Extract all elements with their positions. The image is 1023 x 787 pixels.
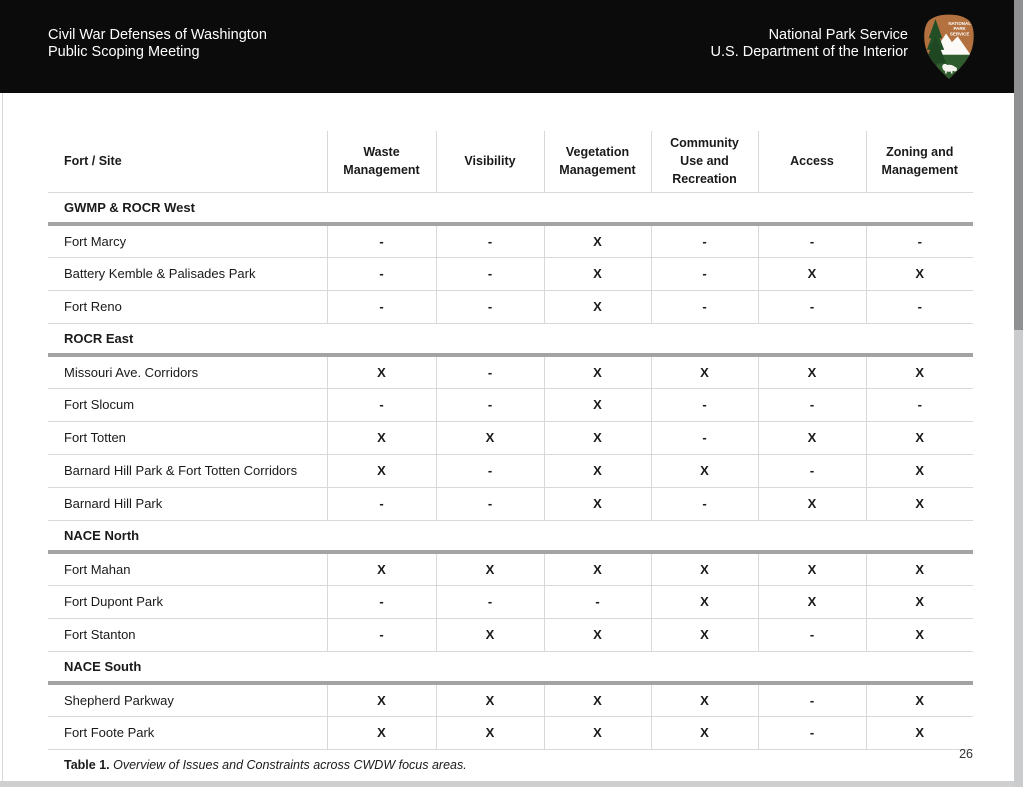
caption-text: Overview of Issues and Constraints across CWDW focus areas. bbox=[113, 757, 467, 772]
mark-x: X bbox=[544, 355, 651, 388]
section-title: GWMP & ROCR West bbox=[48, 192, 973, 224]
mark-x: X bbox=[866, 552, 973, 585]
vertical-scrollbar[interactable] bbox=[1014, 0, 1023, 787]
section-title: NACE North bbox=[48, 520, 973, 552]
mark-x: X bbox=[866, 421, 973, 454]
table-row bbox=[48, 716, 973, 749]
mark-x: X bbox=[866, 454, 973, 487]
mark-x: X bbox=[866, 585, 973, 618]
mark-dash: - bbox=[327, 487, 436, 520]
site-name: Fort Mahan bbox=[48, 552, 327, 585]
meeting-subtitle: Public Scoping Meeting bbox=[48, 44, 200, 60]
mark-dash: - bbox=[758, 224, 866, 257]
mark-x: X bbox=[327, 716, 436, 749]
mark-x: X bbox=[436, 552, 544, 585]
logo-text-line3: SERVICE bbox=[949, 31, 970, 37]
horizontal-scrollbar[interactable] bbox=[0, 781, 1014, 787]
site-name: Barnard Hill Park & Fort Totten Corridors bbox=[48, 454, 327, 487]
mark-dash: - bbox=[758, 683, 866, 716]
mark-dash: - bbox=[758, 618, 866, 651]
section-title: NACE South bbox=[48, 651, 973, 683]
site-name: Fort Marcy bbox=[48, 224, 327, 257]
banner-right-block bbox=[711, 27, 908, 61]
table-row bbox=[48, 454, 973, 487]
mark-dash: - bbox=[436, 487, 544, 520]
column-header: Visibility bbox=[436, 131, 544, 192]
section-title: ROCR East bbox=[48, 323, 973, 355]
mark-dash: - bbox=[866, 388, 973, 421]
mark-x: X bbox=[544, 683, 651, 716]
mark-x: X bbox=[651, 618, 758, 651]
table-row bbox=[48, 224, 973, 257]
site-name: Battery Kemble & Palisades Park bbox=[48, 257, 327, 290]
mark-x: X bbox=[866, 257, 973, 290]
title-banner bbox=[0, 0, 1014, 93]
mark-x: X bbox=[544, 618, 651, 651]
mark-dash: - bbox=[327, 224, 436, 257]
mark-x: X bbox=[866, 716, 973, 749]
department-name: U.S. Department of the Interior bbox=[710, 44, 908, 60]
site-name: Fort Reno bbox=[48, 290, 327, 323]
logo-text-line1: NATIONAL bbox=[948, 20, 971, 26]
column-header-fort-site: Fort / Site bbox=[48, 131, 327, 192]
table-area bbox=[48, 131, 973, 772]
mark-x: X bbox=[866, 683, 973, 716]
mark-x: X bbox=[544, 257, 651, 290]
mark-x: X bbox=[544, 224, 651, 257]
table-row bbox=[48, 388, 973, 421]
mark-dash: - bbox=[544, 585, 651, 618]
table-caption bbox=[48, 758, 973, 772]
mark-x: X bbox=[758, 487, 866, 520]
section-header-row bbox=[48, 323, 973, 355]
site-name: Shepherd Parkway bbox=[48, 683, 327, 716]
mark-x: X bbox=[758, 355, 866, 388]
mark-x: X bbox=[758, 421, 866, 454]
site-name: Missouri Ave. Corridors bbox=[48, 355, 327, 388]
mark-x: X bbox=[436, 683, 544, 716]
table-row bbox=[48, 355, 973, 388]
site-name: Fort Foote Park bbox=[48, 716, 327, 749]
table-row bbox=[48, 487, 973, 520]
column-header: Vegetation Management bbox=[544, 131, 651, 192]
mark-dash: - bbox=[436, 585, 544, 618]
mark-x: X bbox=[651, 355, 758, 388]
mark-x: X bbox=[866, 355, 973, 388]
section-header-row bbox=[48, 192, 973, 224]
page-edge-line bbox=[2, 93, 3, 782]
site-name: Barnard Hill Park bbox=[48, 487, 327, 520]
column-header: Community Use and Recreation bbox=[651, 131, 758, 192]
table-row bbox=[48, 618, 973, 651]
site-name: Fort Totten bbox=[48, 421, 327, 454]
mark-dash: - bbox=[436, 257, 544, 290]
mark-x: X bbox=[544, 421, 651, 454]
mark-x: X bbox=[651, 716, 758, 749]
mark-x: X bbox=[436, 716, 544, 749]
section-header-row bbox=[48, 651, 973, 683]
mark-x: X bbox=[327, 421, 436, 454]
table-row bbox=[48, 421, 973, 454]
mark-x: X bbox=[866, 618, 973, 651]
mark-x: X bbox=[436, 618, 544, 651]
mark-dash: - bbox=[436, 454, 544, 487]
mark-x: X bbox=[651, 683, 758, 716]
mark-dash: - bbox=[758, 290, 866, 323]
table-row bbox=[48, 552, 973, 585]
mark-dash: - bbox=[327, 290, 436, 323]
mark-dash: - bbox=[436, 355, 544, 388]
table-header-row bbox=[48, 131, 973, 192]
mark-dash: - bbox=[327, 388, 436, 421]
mark-x: X bbox=[544, 454, 651, 487]
logo-text-line2: PARK bbox=[953, 26, 966, 32]
mark-dash: - bbox=[651, 421, 758, 454]
mark-dash: - bbox=[758, 388, 866, 421]
site-name: Fort Stanton bbox=[48, 618, 327, 651]
site-name: Fort Dupont Park bbox=[48, 585, 327, 618]
mark-x: X bbox=[436, 421, 544, 454]
mark-dash: - bbox=[436, 224, 544, 257]
mark-x: X bbox=[544, 716, 651, 749]
page-number: 26 bbox=[959, 747, 973, 761]
project-title: Civil War Defenses of Washington bbox=[48, 27, 267, 43]
mark-x: X bbox=[758, 585, 866, 618]
table-row bbox=[48, 585, 973, 618]
mark-x: X bbox=[758, 257, 866, 290]
mark-x: X bbox=[651, 454, 758, 487]
vertical-scrollbar-thumb[interactable] bbox=[1014, 0, 1023, 330]
mark-dash: - bbox=[327, 618, 436, 651]
agency-name: National Park Service bbox=[768, 27, 908, 43]
site-name: Fort Slocum bbox=[48, 388, 327, 421]
mark-x: X bbox=[327, 683, 436, 716]
issues-constraints-table bbox=[48, 131, 973, 750]
mark-x: X bbox=[544, 290, 651, 323]
column-header: Access bbox=[758, 131, 866, 192]
mark-dash: - bbox=[758, 716, 866, 749]
issues-table-body bbox=[48, 192, 973, 749]
mark-dash: - bbox=[651, 290, 758, 323]
column-header: Waste Management bbox=[327, 131, 436, 192]
mark-x: X bbox=[544, 552, 651, 585]
mark-x: X bbox=[866, 487, 973, 520]
column-header: Zoning and Management bbox=[866, 131, 973, 192]
section-header-row bbox=[48, 520, 973, 552]
banner-left-block bbox=[48, 27, 267, 61]
caption-label: Table 1. bbox=[64, 757, 110, 772]
mark-x: X bbox=[758, 552, 866, 585]
mark-dash: - bbox=[436, 388, 544, 421]
mark-dash: - bbox=[651, 257, 758, 290]
mark-dash: - bbox=[866, 224, 973, 257]
nps-arrowhead-logo-icon bbox=[920, 13, 978, 81]
mark-dash: - bbox=[866, 290, 973, 323]
mark-dash: - bbox=[651, 224, 758, 257]
mark-dash: - bbox=[436, 290, 544, 323]
table-row bbox=[48, 257, 973, 290]
table-row bbox=[48, 683, 973, 716]
mark-dash: - bbox=[327, 257, 436, 290]
mark-dash: - bbox=[758, 454, 866, 487]
mark-x: X bbox=[651, 585, 758, 618]
mark-x: X bbox=[544, 388, 651, 421]
mark-dash: - bbox=[651, 487, 758, 520]
mark-x: X bbox=[327, 552, 436, 585]
mark-x: X bbox=[327, 454, 436, 487]
mark-x: X bbox=[651, 552, 758, 585]
mark-dash: - bbox=[651, 388, 758, 421]
mark-x: X bbox=[544, 487, 651, 520]
mark-x: X bbox=[327, 355, 436, 388]
table-row bbox=[48, 290, 973, 323]
mark-dash: - bbox=[327, 585, 436, 618]
